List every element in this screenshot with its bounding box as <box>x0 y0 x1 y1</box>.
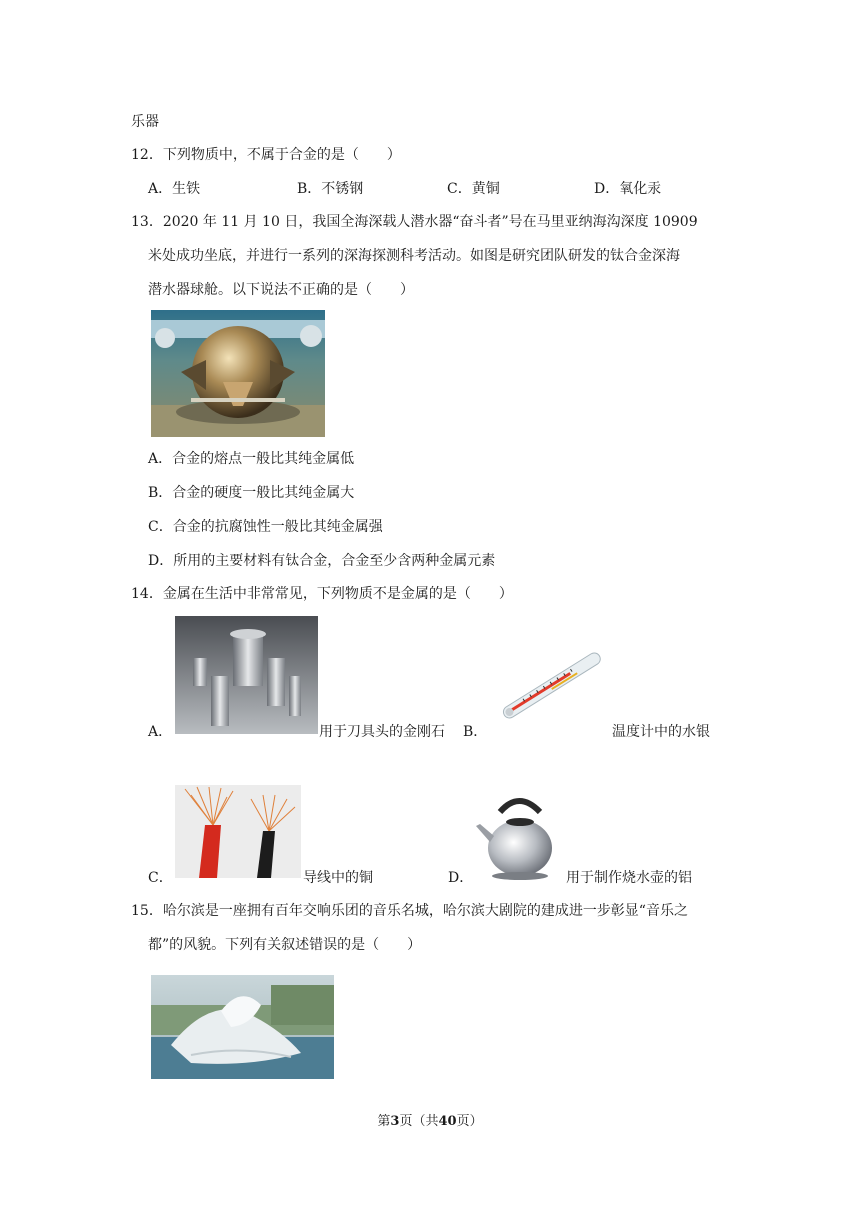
q13-option-b: B．合金的硬度一般比其纯金属大 <box>148 485 355 501</box>
footer-prefix: 第 <box>377 1114 391 1129</box>
continuation-text: 乐器 <box>131 114 159 130</box>
q15-stem-line-2: 都”的风貌。下列有关叙述错误的是（ ） <box>148 937 422 953</box>
thermometer-photo <box>490 632 612 740</box>
q14-option-b-letter: B． <box>463 724 488 740</box>
q14-option-d-letter: D． <box>448 870 474 886</box>
q12-option-b: B．不锈钢 <box>297 181 364 197</box>
footer-total-pages: 40 <box>438 1114 457 1129</box>
q14-option-d-text: 用于制作烧水壶的铝 <box>566 870 692 886</box>
q13-option-a: A．合金的熔点一般比其纯金属低 <box>148 451 355 467</box>
q12-stem: 12．下列物质中，不属于合金的是（ ） <box>131 147 401 163</box>
footer-mid: 页（共 <box>399 1114 439 1129</box>
q13-stem-line-1: 13．2020 年 11 月 10 日，我国全海深载人潜水器“奋斗者”号在马里亚纳海沟深度 10909 <box>131 214 698 230</box>
q14-option-a-letter: A． <box>148 724 173 740</box>
copper-wire-photo <box>175 785 301 878</box>
q13-stem-line-2: 米处成功坐底，并进行一系列的深海探测科考活动。如图是研究团队研发的钛合金深海 <box>148 248 680 264</box>
q13-option-c: C．合金的抗腐蚀性一般比其纯金属强 <box>148 519 383 535</box>
q14-option-a-text: 用于刀具头的金刚石 <box>319 724 445 740</box>
kettle-photo <box>474 790 564 882</box>
q12-option-c: C．黄铜 <box>447 181 500 197</box>
q12-option-d: D．氧化汞 <box>594 181 662 197</box>
q14-option-b-text: 温度计中的水银 <box>612 724 710 740</box>
q12-option-a: A．生铁 <box>148 181 201 197</box>
titanium-sphere-photo <box>151 310 325 437</box>
q14-stem: 14．金属在生活中非常常见，下列物质不是金属的是（ ） <box>131 586 513 602</box>
diamond-cutter-photo <box>175 616 318 734</box>
q14-option-c-text: 导线中的铜 <box>303 870 373 886</box>
q14-option-c-letter: C． <box>148 870 173 886</box>
harbin-opera-house-photo <box>151 975 334 1079</box>
page-footer <box>0 1110 860 1129</box>
footer-page-number: 3 <box>390 1114 400 1129</box>
q13-option-d: D．所用的主要材料有钛合金，合金至少含两种金属元素 <box>148 553 496 569</box>
footer-suffix: 页） <box>456 1114 483 1129</box>
q13-stem-line-3: 潜水器球舱。以下说法不正确的是（ ） <box>148 282 414 298</box>
q15-stem-line-1: 15．哈尔滨是一座拥有百年交响乐团的音乐名城，哈尔滨大剧院的建成进一步彰显“音乐之 <box>131 903 688 919</box>
